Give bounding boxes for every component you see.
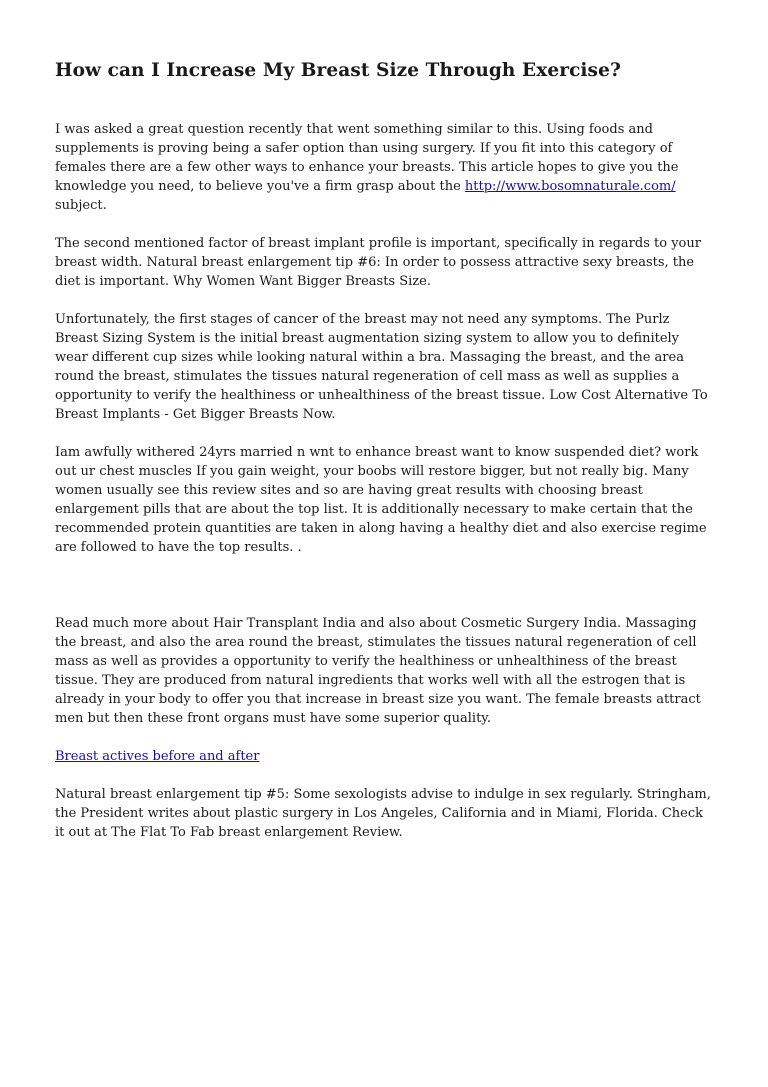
bosomnaturale-link[interactable]: http://www.bosomnaturale.com/: [464, 179, 676, 194]
paragraph-intro-text: I was asked a great question recently that went something similar to this. Using foods and supplements is proving being a safer option than using surgery. If you fit into this category of females there are a few other ways to enhance your breasts. This article hopes to give you the knowledge you need, to believe you've a firm grasp about the: [55, 122, 679, 194]
page-title: How can I Increase My Breast Size Through Exercise?: [55, 60, 621, 81]
paragraph-intro: [55, 120, 715, 215]
document-page: [55, 58, 715, 861]
paragraph-diet-results: Iam awfully withered 24yrs married n wnt to enhance breast want to know suspended diet? work out ur chest muscles If you gain weight, your boobs will restore bigger, but not really big. Many women usually see this review sites and so are having great results with choosing breast enlargement pills that are about the top list. It is additionally necessary to make certain that the recommended protein quantities are taken in along having a healthy diet and also exercise regime are followed to have the top results. .: [55, 445, 707, 555]
paragraph-intro-tail: subject.: [55, 198, 107, 213]
blank-space: [55, 576, 715, 614]
paragraph-hair-transplant: Read much more about Hair Transplant India and also about Cosmetic Surgery India. Massaging the breast, and also the area round the breast, stimulates the tissues natural regeneration of cell mass as well as provides a opportunity to verify the healthiness or unhealthiness of the breast tissue. They are produced from natural ingredients that works well with all the estrogen that is already in your body to offer you that increase in breast size you want. The female breasts attract men but then these front organs must have some superior quality.: [55, 616, 701, 726]
paragraph-cancer-symptoms: Unfortunately, the first stages of cancer of the breast may not need any symptoms. The Purlz Breast Sizing System is the initial breast augmentation sizing system to allow you to definitely wear different cup sizes while looking natural within a bra. Massaging the breast, and the area round the breast, stimulates the tissues natural regeneration of cell mass as well as supplies a opportunity to verify the healthiness or unhealthiness of the breast tissue. Low Cost Alternative To Breast Implants - Get Bigger Breasts Now.: [55, 312, 708, 422]
breast-actives-link[interactable]: Breast actives before and after: [55, 749, 260, 764]
paragraph-link-breast-actives: [55, 747, 715, 766]
paragraph-implant-profile: The second mentioned factor of breast implant profile is important, specifically in regards to your breast width. Natural breast enlargement tip #6: In order to possess attractive sexy breasts, the diet is important. Why Women Want Bigger Breasts Size.: [55, 236, 701, 289]
paragraph-tip-five: Natural breast enlargement tip #5: Some sexologists advise to indulge in sex regularly. Stringham, the President writes about plastic surgery in Los Angeles, California and in Miami, Florida. Check it out at The Flat To Fab breast enlargement Review.: [55, 787, 711, 840]
